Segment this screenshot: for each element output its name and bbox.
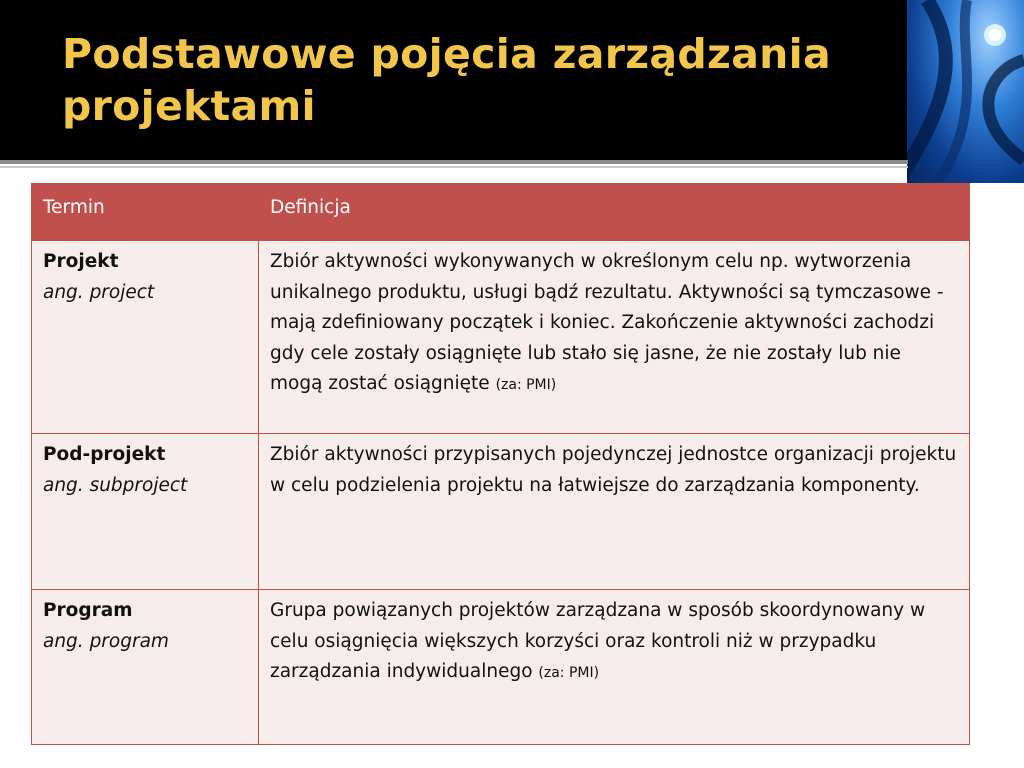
table-row bbox=[32, 241, 970, 434]
table-row bbox=[32, 590, 970, 745]
term-cell bbox=[32, 434, 259, 590]
definition-text: Zbiór aktywności wykonywanych w określonym celu np. wytworzenia unikalnego produktu, usługi bądź rezultatu. Aktywności są tymczasowe - mają zdefiniowany początek i koniec. Zakończenie aktywności zachodzi gdy cele zostały osiągnięte lub stało się jasne, że nie zostały lub nie mogą zostać osiągnięte bbox=[270, 251, 944, 394]
definition-cell bbox=[259, 434, 970, 590]
slide-title: Podstawowe pojęcia zarządzania projektami bbox=[62, 30, 831, 130]
column-header-definition: Definicja bbox=[259, 184, 970, 241]
term-name: Pod-projekt bbox=[43, 444, 166, 465]
term-cell bbox=[32, 590, 259, 745]
blue-light-streaks-image bbox=[907, 0, 1024, 183]
source-note: (za: PMI) bbox=[495, 377, 557, 393]
term-name: Projekt bbox=[43, 251, 119, 272]
term-english: ang. subproject bbox=[43, 474, 188, 496]
definition-text: Grupa powiązanych projektów zarządzana w sposób skoordynowany w celu osiągnięcia większych korzyści oraz kontroli niż w przypadku zarządzania indywidualnego bbox=[270, 600, 926, 682]
term-english: ang. project bbox=[43, 281, 155, 303]
definition-text: Zbiór aktywności przypisanych pojedynczej jednostce organizacji projektu w celu podzielenia projektu na łatwiejsze do zarządzania komponenty. bbox=[270, 444, 957, 496]
source-note: (za: PMI) bbox=[538, 665, 600, 681]
table-header-row bbox=[32, 184, 970, 241]
definitions-table bbox=[31, 183, 970, 745]
term-name: Program bbox=[43, 600, 133, 621]
term-cell bbox=[32, 241, 259, 434]
definition-cell bbox=[259, 590, 970, 745]
header-rule-thin bbox=[0, 166, 908, 168]
column-header-term: Termin bbox=[32, 184, 259, 241]
table-row bbox=[32, 434, 970, 590]
term-english: ang. program bbox=[43, 630, 169, 652]
definition-cell bbox=[259, 241, 970, 434]
header-rule bbox=[0, 160, 908, 164]
